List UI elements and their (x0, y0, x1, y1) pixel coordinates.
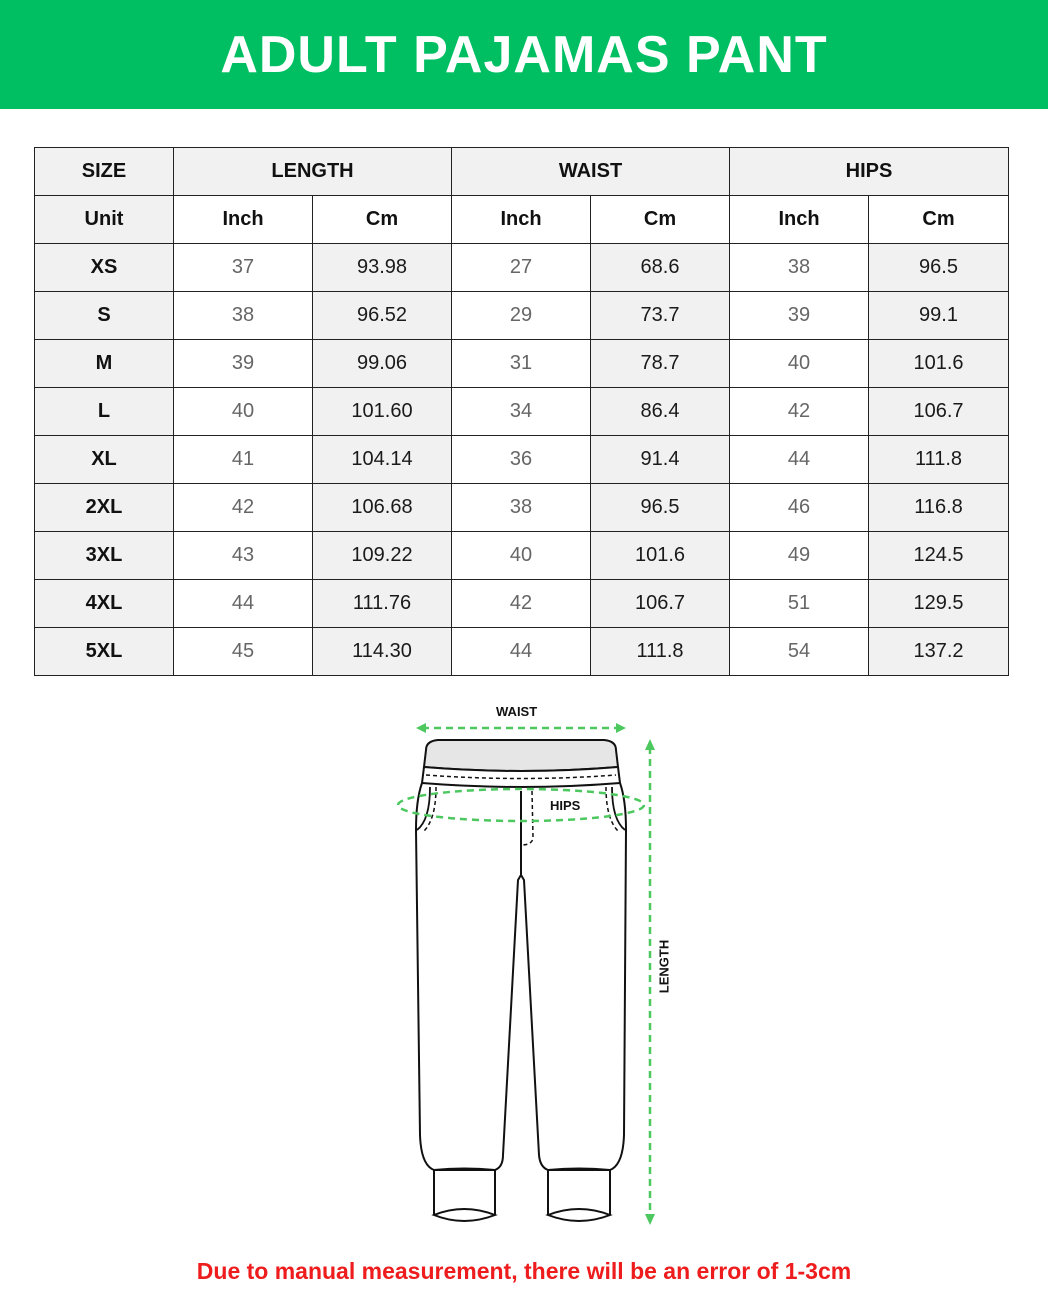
hips-inch-cell: 51 (730, 580, 869, 628)
length-arrow-icon (645, 739, 655, 1225)
waist-inch-cell: 44 (452, 628, 591, 676)
header-waist-cm: Cm (591, 196, 730, 244)
waist-inch-cell: 36 (452, 436, 591, 484)
waist-inch-cell: 31 (452, 340, 591, 388)
header-size: SIZE (35, 148, 174, 196)
waist-cm-cell: 78.7 (591, 340, 730, 388)
length-inch-cell: 41 (174, 436, 313, 484)
length-cm-cell: 93.98 (313, 244, 452, 292)
table-row (35, 292, 1009, 340)
size-cell: 2XL (35, 484, 174, 532)
waist-inch-cell: 27 (452, 244, 591, 292)
size-cell: 3XL (35, 532, 174, 580)
size-cell: XL (35, 436, 174, 484)
hips-inch-cell: 42 (730, 388, 869, 436)
waist-label: WAIST (496, 704, 538, 719)
length-label: LENGTH (656, 939, 672, 994)
table-row (35, 580, 1009, 628)
size-cell: M (35, 340, 174, 388)
hips-cm-cell: 99.1 (869, 292, 1009, 340)
header-length-inch: Inch (174, 196, 313, 244)
hips-inch-cell: 46 (730, 484, 869, 532)
hips-inch-cell: 39 (730, 292, 869, 340)
length-cm-cell: 99.06 (313, 340, 452, 388)
title-banner (0, 0, 1048, 109)
length-cm-cell: 106.68 (313, 484, 452, 532)
waist-inch-cell: 29 (452, 292, 591, 340)
length-inch-cell: 38 (174, 292, 313, 340)
hips-cm-cell: 101.6 (869, 340, 1009, 388)
length-inch-cell: 40 (174, 388, 313, 436)
waist-inch-cell: 38 (452, 484, 591, 532)
length-cm-cell: 96.52 (313, 292, 452, 340)
hips-cm-cell: 124.5 (869, 532, 1009, 580)
header-hips-inch: Inch (730, 196, 869, 244)
waist-inch-cell: 40 (452, 532, 591, 580)
header-unit: Unit (35, 196, 174, 244)
size-cell: L (35, 388, 174, 436)
hips-inch-cell: 49 (730, 532, 869, 580)
header-length: LENGTH (174, 148, 452, 196)
length-inch-cell: 43 (174, 532, 313, 580)
table-row (35, 388, 1009, 436)
hips-cm-cell: 96.5 (869, 244, 1009, 292)
page-title: ADULT PAJAMAS PANT (220, 25, 828, 84)
length-cm-cell: 101.60 (313, 388, 452, 436)
length-cm-cell: 114.30 (313, 628, 452, 676)
waist-arrow-icon (416, 723, 626, 733)
size-chart-table (34, 147, 1009, 676)
size-cell: 5XL (35, 628, 174, 676)
waist-cm-cell: 68.6 (591, 244, 730, 292)
length-inch-cell: 37 (174, 244, 313, 292)
hips-label: HIPS (550, 798, 581, 813)
length-inch-cell: 44 (174, 580, 313, 628)
hips-inch-cell: 40 (730, 340, 869, 388)
length-inch-cell: 39 (174, 340, 313, 388)
hips-inch-cell: 44 (730, 436, 869, 484)
length-cm-cell: 104.14 (313, 436, 452, 484)
header-length-cm: Cm (313, 196, 452, 244)
waist-cm-cell: 73.7 (591, 292, 730, 340)
hips-cm-cell: 129.5 (869, 580, 1009, 628)
size-cell: S (35, 292, 174, 340)
size-cell: 4XL (35, 580, 174, 628)
header-hips: HIPS (730, 148, 1009, 196)
waist-cm-cell: 91.4 (591, 436, 730, 484)
hips-inch-cell: 38 (730, 244, 869, 292)
table-row (35, 628, 1009, 676)
hips-cm-cell: 106.7 (869, 388, 1009, 436)
unit-header-row (35, 196, 1009, 244)
table-row (35, 244, 1009, 292)
header-waist: WAIST (452, 148, 730, 196)
waist-cm-cell: 96.5 (591, 484, 730, 532)
length-inch-cell: 45 (174, 628, 313, 676)
hips-cm-cell: 137.2 (869, 628, 1009, 676)
table-row (35, 532, 1009, 580)
waist-inch-cell: 34 (452, 388, 591, 436)
waist-cm-cell: 86.4 (591, 388, 730, 436)
length-cm-cell: 109.22 (313, 532, 452, 580)
hips-cm-cell: 111.8 (869, 436, 1009, 484)
measurement-disclaimer: Due to manual measurement, there will be an error of 1-3cm (196, 1258, 852, 1284)
table-row (35, 340, 1009, 388)
pants-measurement-diagram (390, 695, 690, 1245)
hips-cm-cell: 116.8 (869, 484, 1009, 532)
waist-inch-cell: 42 (452, 580, 591, 628)
table-row (35, 436, 1009, 484)
length-cm-cell: 111.76 (313, 580, 452, 628)
hips-inch-cell: 54 (730, 628, 869, 676)
waist-cm-cell: 106.7 (591, 580, 730, 628)
length-inch-cell: 42 (174, 484, 313, 532)
group-header-row (35, 148, 1009, 196)
header-waist-inch: Inch (452, 196, 591, 244)
table-row (35, 484, 1009, 532)
size-cell: XS (35, 244, 174, 292)
header-hips-cm: Cm (869, 196, 1009, 244)
pants-outline-icon (390, 695, 690, 1245)
waist-cm-cell: 111.8 (591, 628, 730, 676)
waist-cm-cell: 101.6 (591, 532, 730, 580)
